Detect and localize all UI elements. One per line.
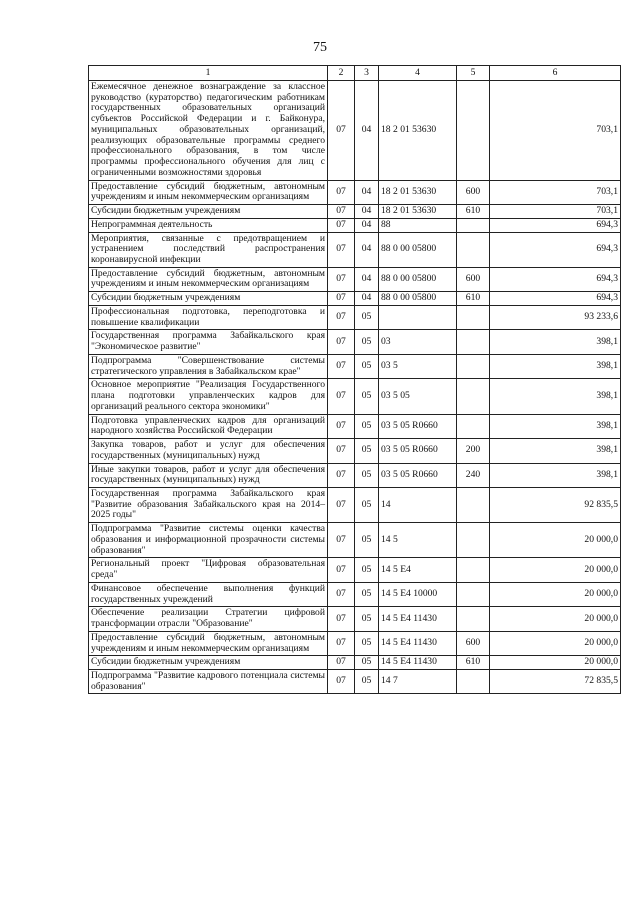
row-target-article-cell: 03 5 05 — [379, 379, 457, 414]
row-expense-type-cell — [457, 523, 490, 558]
column-header-6: 6 — [490, 66, 621, 81]
row-target-article-cell: 18 2 01 53630 — [379, 180, 457, 204]
table-row — [89, 439, 621, 463]
row-section-cell: 07 — [328, 558, 355, 582]
row-target-article-cell: 88 — [379, 218, 457, 232]
row-subsection-cell: 05 — [355, 582, 379, 606]
row-section-cell: 07 — [328, 292, 355, 306]
row-section-cell: 07 — [328, 523, 355, 558]
row-name-cell: Региональный проект "Цифровая образовательная среда" — [89, 558, 328, 582]
row-amount-cell: 694,3 — [490, 267, 621, 291]
row-name-cell: Профессиональная подготовка, переподготовка и повышение квалификации — [89, 305, 328, 329]
row-name-cell: Государственная программа Забайкальского края "Экономическое развитие" — [89, 330, 328, 354]
row-target-article-cell: 14 5 E4 11430 — [379, 631, 457, 655]
table-row — [89, 379, 621, 414]
row-expense-type-cell — [457, 414, 490, 438]
row-subsection-cell: 05 — [355, 439, 379, 463]
row-amount-cell: 703,1 — [490, 205, 621, 219]
row-name-cell: Основное мероприятие "Реализация Государственного плана подготовки управленческих кадров для организаций реального сектора экономики" — [89, 379, 328, 414]
row-target-article-cell — [379, 305, 457, 329]
column-header-1: 1 — [89, 66, 328, 81]
row-subsection-cell: 04 — [355, 180, 379, 204]
row-section-cell: 07 — [328, 330, 355, 354]
row-section-cell: 07 — [328, 487, 355, 522]
row-name-cell: Субсидии бюджетным учреждениям — [89, 205, 328, 219]
row-section-cell: 07 — [328, 218, 355, 232]
row-subsection-cell: 04 — [355, 218, 379, 232]
row-name-cell: Непрограммная деятельность — [89, 218, 328, 232]
table-row — [89, 607, 621, 631]
row-name-cell: Субсидии бюджетным учреждениям — [89, 656, 328, 670]
table-row — [89, 305, 621, 329]
row-section-cell: 07 — [328, 354, 355, 378]
row-amount-cell: 398,1 — [490, 330, 621, 354]
row-target-article-cell: 03 5 05 R0660 — [379, 414, 457, 438]
row-amount-cell: 398,1 — [490, 439, 621, 463]
row-subsection-cell: 04 — [355, 205, 379, 219]
row-name-cell: Подпрограмма "Развитие кадрового потенциала системы образования" — [89, 669, 328, 693]
row-subsection-cell: 05 — [355, 607, 379, 631]
row-name-cell: Иные закупки товаров, работ и услуг для обеспечения государственных (муниципальных) нужд — [89, 463, 328, 487]
row-subsection-cell: 04 — [355, 267, 379, 291]
row-expense-type-cell — [457, 607, 490, 631]
row-expense-type-cell — [457, 232, 490, 267]
table-row — [89, 487, 621, 522]
page-number: 75 — [313, 40, 327, 55]
row-target-article-cell: 14 5 E4 — [379, 558, 457, 582]
row-amount-cell: 20 000,0 — [490, 656, 621, 670]
row-expense-type-cell: 610 — [457, 205, 490, 219]
column-header-4: 4 — [379, 66, 457, 81]
row-section-cell: 07 — [328, 180, 355, 204]
row-expense-type-cell — [457, 379, 490, 414]
header-row — [89, 66, 621, 81]
row-subsection-cell: 05 — [355, 656, 379, 670]
row-expense-type-cell: 600 — [457, 267, 490, 291]
row-amount-cell: 694,3 — [490, 218, 621, 232]
table-row — [89, 414, 621, 438]
row-target-article-cell: 88 0 00 05800 — [379, 267, 457, 291]
row-subsection-cell: 05 — [355, 487, 379, 522]
row-expense-type-cell — [457, 354, 490, 378]
row-target-article-cell: 03 5 05 R0660 — [379, 439, 457, 463]
row-name-cell: Подпрограмма "Развитие системы оценки качества образования и информационной прозрачности системы образования" — [89, 523, 328, 558]
table-row — [89, 81, 621, 181]
row-expense-type-cell: 600 — [457, 180, 490, 204]
table-row — [89, 330, 621, 354]
row-amount-cell: 398,1 — [490, 414, 621, 438]
row-expense-type-cell — [457, 669, 490, 693]
row-expense-type-cell — [457, 218, 490, 232]
row-name-cell: Подготовка управленческих кадров для организаций народного хозяйства Российской Федерации — [89, 414, 328, 438]
row-section-cell: 07 — [328, 669, 355, 693]
row-section-cell: 07 — [328, 656, 355, 670]
row-subsection-cell: 05 — [355, 631, 379, 655]
row-name-cell: Финансовое обеспечение выполнения функций государственных учреждений — [89, 582, 328, 606]
row-amount-cell: 20 000,0 — [490, 523, 621, 558]
row-name-cell: Предоставление субсидий бюджетным, автономным учреждениям и иным некоммерческим организациям — [89, 267, 328, 291]
table-row — [89, 267, 621, 291]
row-amount-cell: 20 000,0 — [490, 607, 621, 631]
row-target-article-cell: 03 — [379, 330, 457, 354]
row-target-article-cell: 14 5 E4 10000 — [379, 582, 457, 606]
row-section-cell: 07 — [328, 379, 355, 414]
row-subsection-cell: 04 — [355, 292, 379, 306]
table-row — [89, 631, 621, 655]
row-amount-cell: 398,1 — [490, 379, 621, 414]
row-amount-cell: 92 835,5 — [490, 487, 621, 522]
row-amount-cell: 20 000,0 — [490, 582, 621, 606]
row-subsection-cell: 05 — [355, 558, 379, 582]
row-expense-type-cell — [457, 305, 490, 329]
row-target-article-cell: 18 2 01 53630 — [379, 205, 457, 219]
row-expense-type-cell — [457, 487, 490, 522]
row-section-cell: 07 — [328, 267, 355, 291]
row-expense-type-cell — [457, 330, 490, 354]
row-target-article-cell: 88 0 00 05800 — [379, 292, 457, 306]
table-row — [89, 292, 621, 306]
column-header-3: 3 — [355, 66, 379, 81]
row-section-cell: 07 — [328, 81, 355, 181]
table-row — [89, 205, 621, 219]
row-amount-cell: 694,3 — [490, 232, 621, 267]
table-row — [89, 656, 621, 670]
row-amount-cell: 398,1 — [490, 354, 621, 378]
row-section-cell: 07 — [328, 414, 355, 438]
row-target-article-cell: 88 0 00 05800 — [379, 232, 457, 267]
row-amount-cell: 93 233,6 — [490, 305, 621, 329]
row-amount-cell: 72 835,5 — [490, 669, 621, 693]
row-amount-cell: 694,3 — [490, 292, 621, 306]
row-name-cell: Обеспечение реализации Стратегии цифровой трансформации отрасли "Образование" — [89, 607, 328, 631]
row-section-cell: 07 — [328, 631, 355, 655]
row-subsection-cell: 05 — [355, 523, 379, 558]
row-target-article-cell: 03 5 — [379, 354, 457, 378]
row-subsection-cell: 05 — [355, 305, 379, 329]
row-name-cell: Предоставление субсидий бюджетным, автономным учреждениям и иным некоммерческим организациям — [89, 180, 328, 204]
row-name-cell: Мероприятия, связанные с предотвращением и устранением последствий распространения коронавирусной инфекции — [89, 232, 328, 267]
row-section-cell: 07 — [328, 305, 355, 329]
row-target-article-cell: 14 5 E4 11430 — [379, 656, 457, 670]
row-amount-cell: 398,1 — [490, 463, 621, 487]
table-row — [89, 582, 621, 606]
row-name-cell: Ежемесячное денежное вознаграждение за классное руководство (кураторство) педагогическим работникам государственных образовательных организаций субъектов Российской Федерации и г. Байконура, муниципальных образовательных организаций, реализующих образовательные программы среднего профессионального образования, в том числе программы профессионального обучения для лиц с ограниченными возможностями здоровья — [89, 81, 328, 181]
row-amount-cell: 703,1 — [490, 81, 621, 181]
row-expense-type-cell — [457, 582, 490, 606]
table-row — [89, 523, 621, 558]
row-name-cell: Закупка товаров, работ и услуг для обеспечения государственных (муниципальных) нужд — [89, 439, 328, 463]
column-header-5: 5 — [457, 66, 490, 81]
table-row — [89, 558, 621, 582]
row-expense-type-cell: 610 — [457, 656, 490, 670]
row-section-cell: 07 — [328, 607, 355, 631]
row-target-article-cell: 14 5 E4 11430 — [379, 607, 457, 631]
row-target-article-cell: 14 5 — [379, 523, 457, 558]
row-amount-cell: 20 000,0 — [490, 631, 621, 655]
row-section-cell: 07 — [328, 232, 355, 267]
row-target-article-cell: 18 2 01 53630 — [379, 81, 457, 181]
column-header-2: 2 — [328, 66, 355, 81]
table-row — [89, 232, 621, 267]
row-subsection-cell: 04 — [355, 232, 379, 267]
budget-table — [88, 65, 621, 694]
row-subsection-cell: 05 — [355, 379, 379, 414]
row-subsection-cell: 05 — [355, 669, 379, 693]
row-name-cell: Предоставление субсидий бюджетным, автономным учреждениям и иным некоммерческим организациям — [89, 631, 328, 655]
row-name-cell: Государственная программа Забайкальского края "Развитие образования Забайкальского края на 2014–2025 годы" — [89, 487, 328, 522]
row-expense-type-cell: 200 — [457, 439, 490, 463]
row-subsection-cell: 05 — [355, 463, 379, 487]
row-expense-type-cell: 240 — [457, 463, 490, 487]
row-expense-type-cell — [457, 558, 490, 582]
row-expense-type-cell — [457, 81, 490, 181]
row-subsection-cell: 05 — [355, 330, 379, 354]
row-target-article-cell: 14 — [379, 487, 457, 522]
row-section-cell: 07 — [328, 205, 355, 219]
row-section-cell: 07 — [328, 439, 355, 463]
row-name-cell: Субсидии бюджетным учреждениям — [89, 292, 328, 306]
table-row — [89, 218, 621, 232]
row-subsection-cell: 04 — [355, 81, 379, 181]
row-target-article-cell: 14 7 — [379, 669, 457, 693]
row-amount-cell: 20 000,0 — [490, 558, 621, 582]
row-target-article-cell: 03 5 05 R0660 — [379, 463, 457, 487]
row-amount-cell: 703,1 — [490, 180, 621, 204]
row-expense-type-cell: 600 — [457, 631, 490, 655]
row-expense-type-cell: 610 — [457, 292, 490, 306]
table-row — [89, 669, 621, 693]
table-row — [89, 180, 621, 204]
row-subsection-cell: 05 — [355, 414, 379, 438]
row-name-cell: Подпрограмма "Совершенствование системы стратегического управления в Забайкальском крае" — [89, 354, 328, 378]
table-row — [89, 463, 621, 487]
table-body — [89, 81, 621, 694]
table-row — [89, 354, 621, 378]
row-section-cell: 07 — [328, 463, 355, 487]
row-section-cell: 07 — [328, 582, 355, 606]
row-subsection-cell: 05 — [355, 354, 379, 378]
